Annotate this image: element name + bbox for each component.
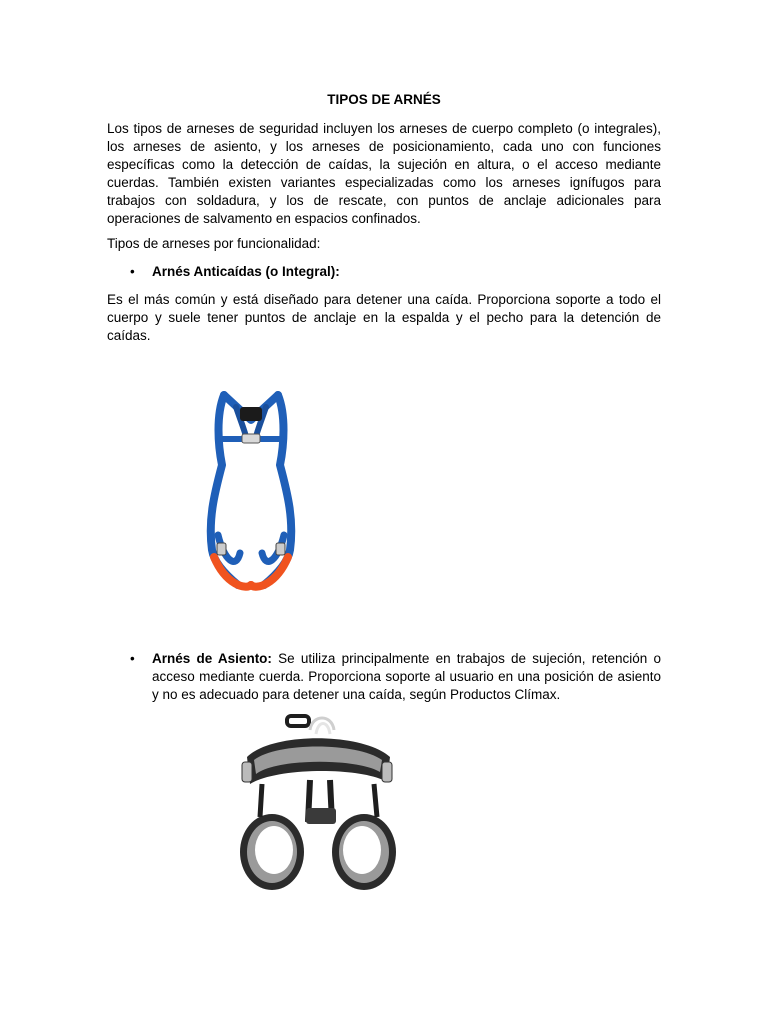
bullet-dot: • — [130, 651, 135, 666]
seat-harness-image — [232, 712, 402, 900]
intro-paragraph: Los tipos de arneses de seguridad incluyen los arneses de cuerpo completo (o integrales), los arneses de asiento, y los arneses de posicionamiento, cada uno con funciones específicas como la detección de caídas, la sujeción en altura, o el acceso mediante cuerdas. También existen variantes especializadas como los arneses ignífugos para trabajos con soldadura, y los de rescate, con puntos de anclaje adicionales para operaciones de salvamento en espacios confinados. — [107, 121, 661, 226]
heading-asiento: Arnés de Asiento: — [152, 651, 272, 666]
asiento-text: Se utiliza principalmente en trabajos de sujeción, retención o acceso mediante cuerda. Proporciona soporte al usuario en una posición de asiento y no es adecuado para detener una caída, según Productos Clímax. — [152, 651, 661, 702]
heading-anticaidas: Arnés Anticaídas (o Integral): — [152, 264, 340, 279]
subtitle: Tipos de arneses por funcionalidad: — [107, 236, 321, 251]
asiento-paragraph — [152, 650, 661, 704]
bullet-dot: • — [130, 264, 135, 279]
full-body-harness-image — [196, 385, 306, 595]
anticaidas-paragraph: Es el más común y está diseñado para detener una caída. Proporciona soporte a todo el cuerpo y suele tener puntos de anclaje en la espalda y el pecho para la detención de caídas. — [107, 292, 661, 343]
page-title: TIPOS DE ARNÉS — [327, 92, 441, 107]
